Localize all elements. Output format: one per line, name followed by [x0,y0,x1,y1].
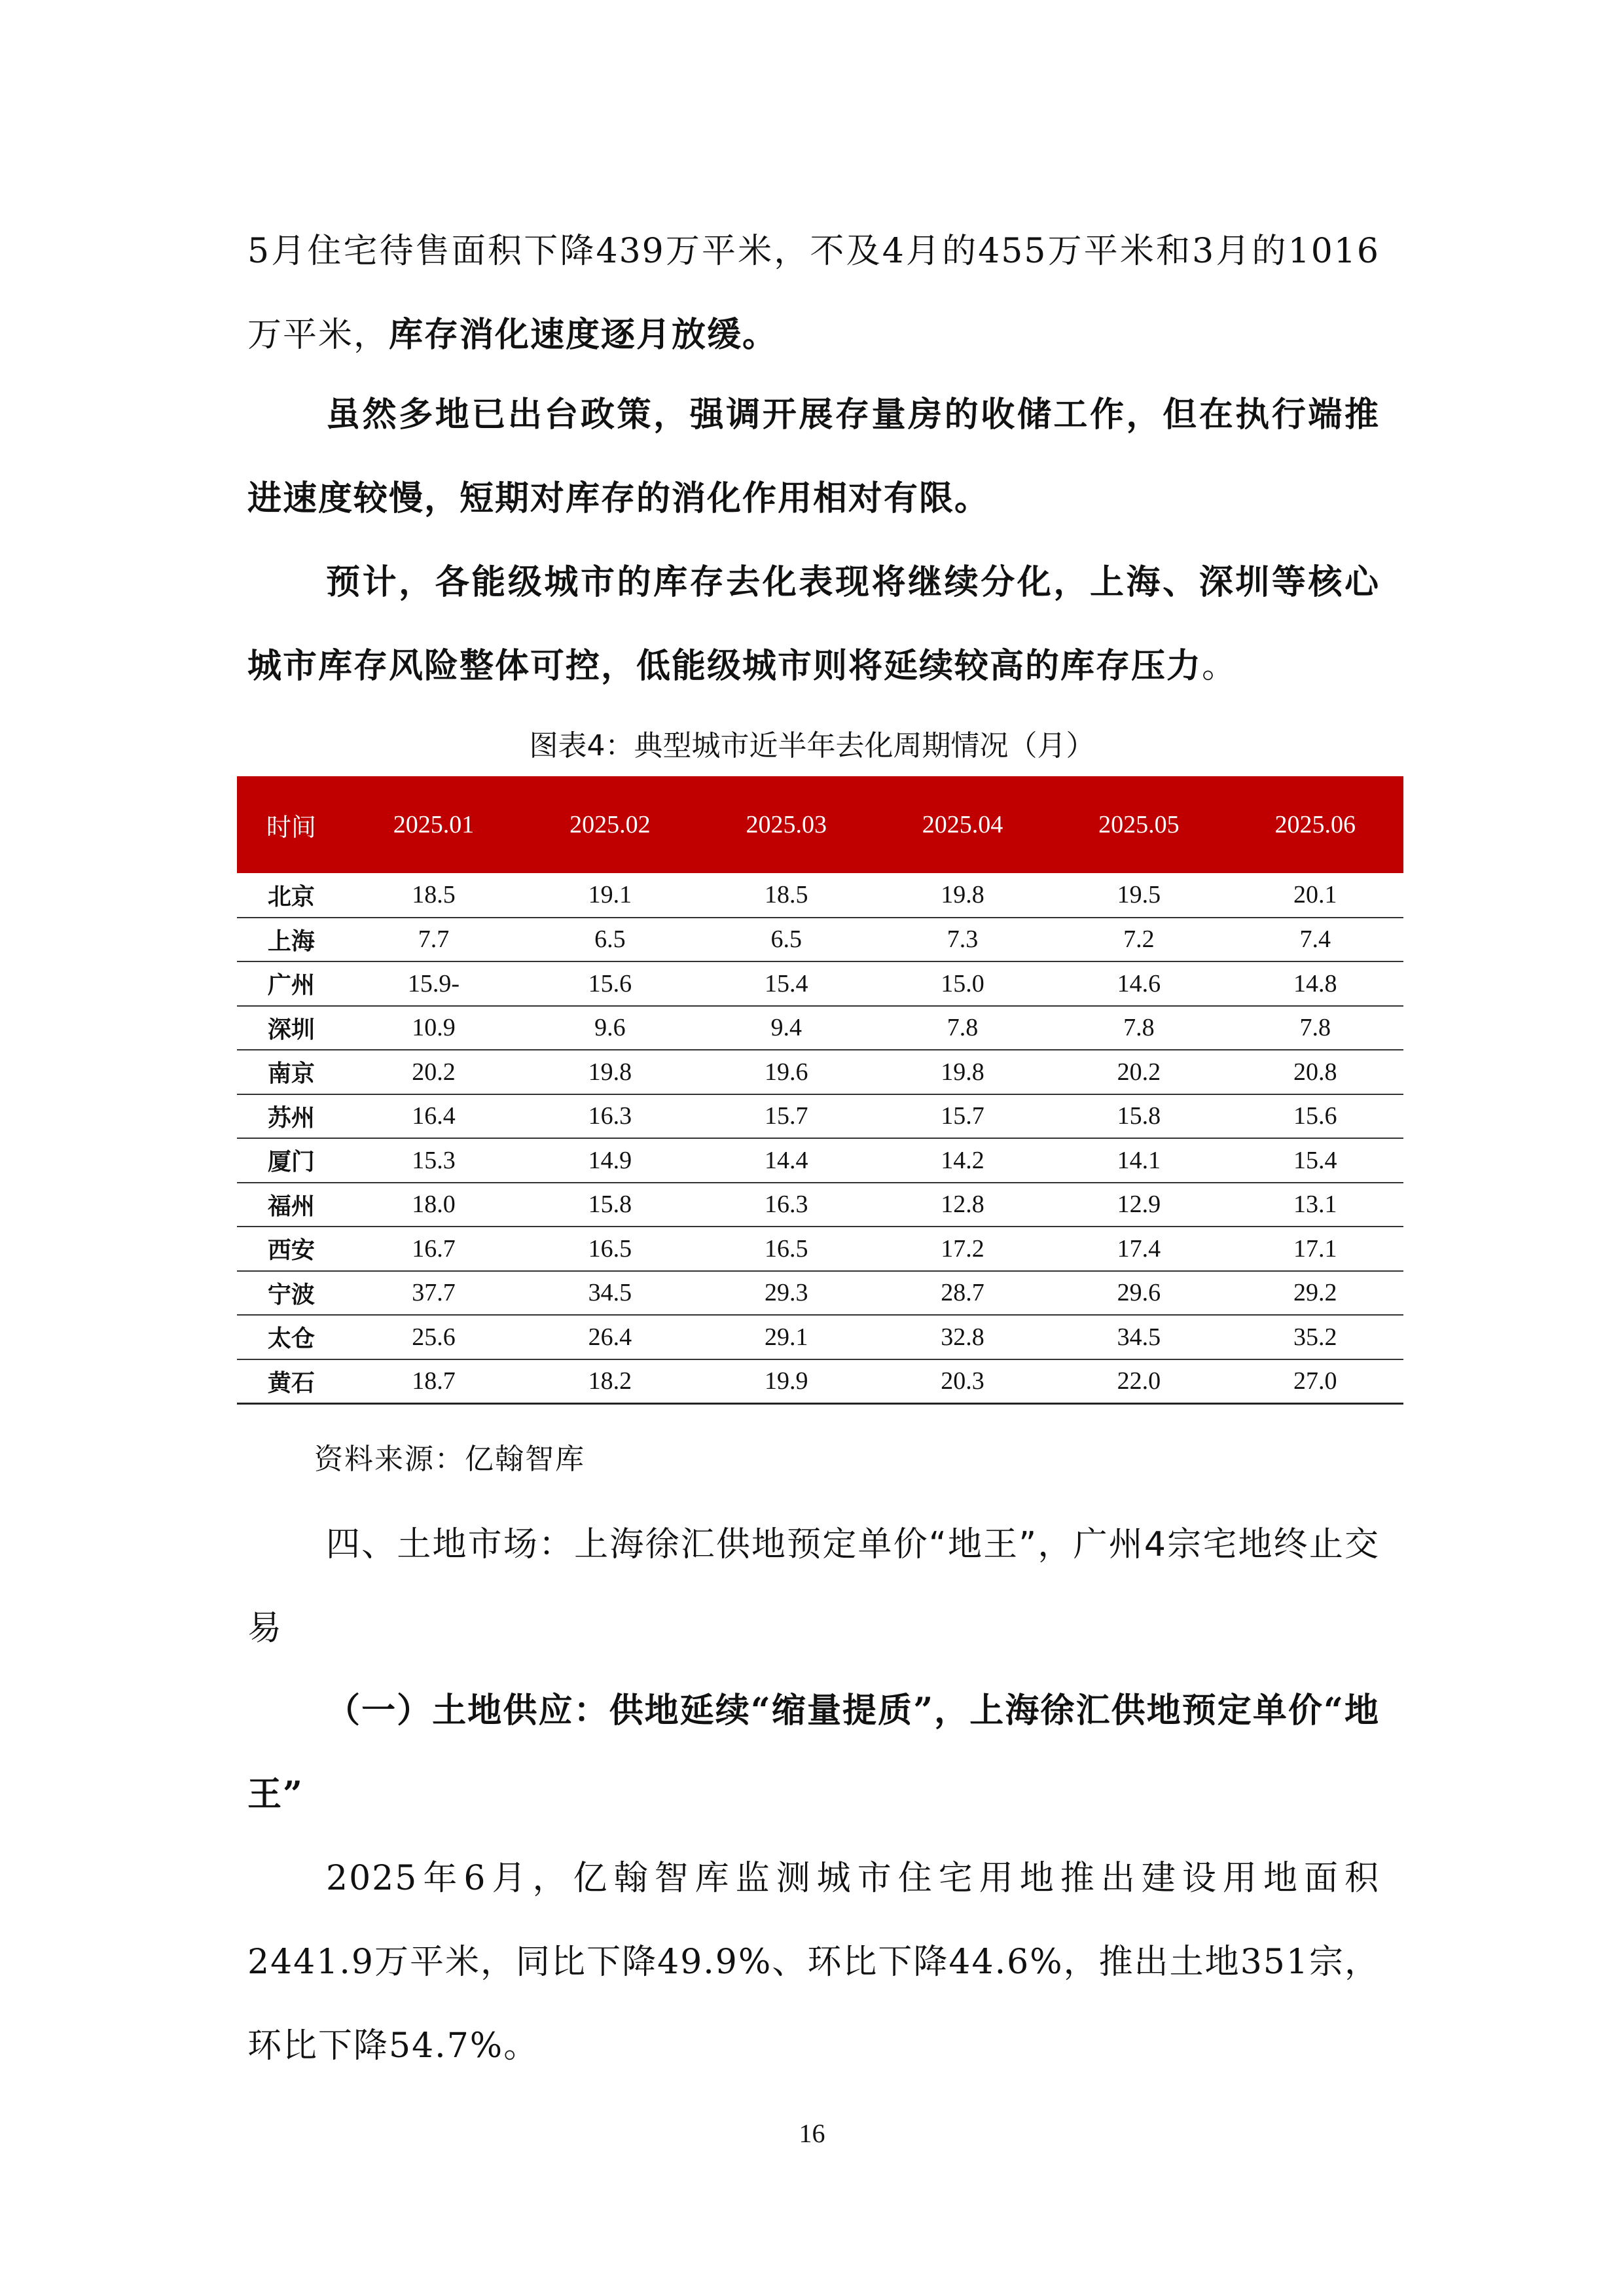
destocking-cycle-table [237,776,1403,1405]
value-cell: 34.5 [588,1279,632,1307]
value-cell: 17.1 [1293,1234,1337,1263]
value-cell: 9.4 [770,1014,802,1042]
paragraph-policy: 虽然多地已出台政策，强调开展存量房的收储工作，但在执行端推进速度较慢，短期对库存的消化作用相对有限。 [247,395,1380,518]
value-cell: 14.4 [764,1146,808,1174]
value-cell: 14.2 [941,1146,984,1174]
value-cell: 19.5 [1117,881,1161,909]
table-body [237,873,1403,1403]
city-cell: 黄石 [267,1369,315,1397]
header-cell: 时间 [266,812,316,842]
header-cell: 2025.03 [746,811,827,838]
city-cell: 北京 [267,882,315,910]
value-cell: 15.8 [588,1191,632,1219]
table-header-row [237,776,1403,873]
value-cell: 15.4 [764,969,808,997]
city-cell: 太仓 [267,1325,315,1353]
table-row [237,918,1403,962]
value-cell: 15.6 [1293,1102,1337,1130]
value-cell: 29.1 [764,1323,808,1351]
value-cell: 19.8 [941,881,984,909]
city-cell: 南京 [267,1060,315,1088]
header-cell: 2025.02 [569,811,651,838]
city-cell: 广州 [267,971,315,999]
table-row [237,1315,1403,1359]
value-cell: 13.1 [1293,1191,1337,1219]
city-cell: 宁波 [267,1280,315,1308]
table-row [237,1271,1403,1316]
city-cell: 西安 [267,1236,315,1265]
value-cell: 15.4 [1293,1146,1337,1174]
header-cell: 2025.05 [1098,811,1180,838]
city-cell: 苏州 [267,1103,315,1132]
value-cell: 16.3 [588,1102,632,1130]
table-row [237,873,1403,918]
value-cell: 29.3 [764,1279,808,1307]
value-cell: 7.8 [1299,1014,1331,1042]
value-cell: 16.5 [764,1234,808,1263]
value-cell: 16.5 [588,1234,632,1263]
value-cell: 18.5 [764,881,808,909]
header-cell: 2025.04 [922,811,1003,838]
value-cell: 20.1 [1293,881,1337,909]
value-cell: 14.6 [1117,969,1161,997]
value-cell: 19.1 [588,881,632,909]
value-cell: 15.9- [407,969,460,997]
value-cell: 26.4 [588,1323,632,1351]
value-cell: 16.4 [412,1102,456,1130]
paragraph-land-supply: 2025年6月，亿翰智库监测城市住宅用地推出建设用地面积2441.9万平米，同比下降49.9%、环比下降44.6%，推出土地351宗，环比下降54.7%。 [247,1859,1380,2066]
table-row [237,1050,1403,1094]
value-cell: 15.3 [412,1146,456,1174]
value-cell: 25.6 [412,1323,456,1351]
table-row [237,1094,1403,1139]
value-cell: 32.8 [941,1323,984,1351]
table-row [237,1006,1403,1050]
value-cell: 18.7 [412,1367,456,1395]
value-cell: 19.8 [588,1058,632,1086]
table-row [237,961,1403,1006]
value-cell: 15.7 [941,1102,984,1130]
paragraph-emphasis: 库存消化速度逐月放缓。 [389,315,778,355]
city-cell: 深圳 [267,1015,315,1043]
value-cell: 34.5 [1117,1323,1161,1351]
value-cell: 19.9 [764,1367,808,1395]
city-cell: 厦门 [267,1148,315,1176]
paragraph-inventory-decline [247,209,1380,377]
value-cell: 12.8 [941,1191,984,1219]
value-cell: 9.6 [594,1014,626,1042]
value-cell: 22.0 [1117,1367,1161,1395]
value-cell: 7.8 [1123,1014,1155,1042]
value-cell: 14.1 [1117,1146,1161,1174]
paragraph-emphasis: 预计，各能级城市的库存去化表现将继续分化，上海、深圳等核心城市库存风险整体可控，低能级城市则将延续较高的库存压力 [247,562,1380,686]
value-cell: 19.8 [941,1058,984,1086]
value-cell: 29.2 [1293,1279,1337,1307]
value-cell: 17.4 [1117,1234,1161,1263]
value-cell: 20.2 [412,1058,456,1086]
value-cell: 15.7 [764,1102,808,1130]
value-cell: 16.3 [764,1191,808,1219]
value-cell: 20.3 [941,1367,984,1395]
data-source-note: 资料来源：亿翰智库 [314,1443,585,1476]
value-cell: 18.5 [412,881,456,909]
value-cell: 20.8 [1293,1058,1337,1086]
value-cell: 14.9 [588,1146,632,1174]
paragraph-forecast [247,541,1380,708]
city-cell: 上海 [267,927,315,955]
value-cell: 18.0 [412,1191,456,1219]
value-cell: 6.5 [770,925,802,954]
section-heading: 四、土地市场：上海徐汇供地预定单价“地王”，广州4宗宅地终止交易 [247,1525,1380,1648]
value-cell: 7.7 [418,925,450,954]
header-cell: 2025.06 [1274,811,1356,838]
table-title: 图表4：典型城市近半年去化周期情况（月） [529,729,1095,762]
value-cell: 16.7 [412,1234,456,1263]
table-row [237,1183,1403,1227]
value-cell: 7.2 [1123,925,1155,954]
value-cell: 7.8 [947,1014,979,1042]
value-cell: 15.0 [941,969,984,997]
value-cell: 37.7 [412,1279,456,1307]
value-cell: 27.0 [1293,1367,1337,1395]
value-cell: 17.2 [941,1234,984,1263]
table-row [237,1227,1403,1271]
value-cell: 35.2 [1293,1323,1337,1351]
value-cell: 18.2 [588,1367,632,1395]
value-cell: 14.8 [1293,969,1337,997]
value-cell: 6.5 [594,925,626,954]
value-cell: 12.9 [1117,1191,1161,1219]
header-cell: 2025.01 [393,811,475,838]
value-cell: 19.6 [764,1058,808,1086]
page-number: 16 [799,2119,825,2148]
paragraph-text: 。 [1202,647,1238,686]
value-cell: 15.6 [588,969,632,997]
value-cell: 10.9 [412,1014,456,1042]
city-cell: 福州 [267,1192,315,1220]
sub-heading: （一）土地供应：供地延续“缩量提质”，上海徐汇供地预定单价“地王” [247,1691,1380,1814]
value-cell: 7.4 [1299,925,1331,954]
value-cell: 15.8 [1117,1102,1161,1130]
table-row [237,1138,1403,1183]
paragraph-text: 5月住宅待售面积下降439万平米，不及4月的455万平米和3月的1016万平米， [247,232,1380,355]
table-row [237,1359,1403,1404]
value-cell: 29.6 [1117,1279,1161,1307]
value-cell: 7.3 [947,925,979,954]
value-cell: 20.2 [1117,1058,1161,1086]
value-cell: 28.7 [941,1279,984,1307]
